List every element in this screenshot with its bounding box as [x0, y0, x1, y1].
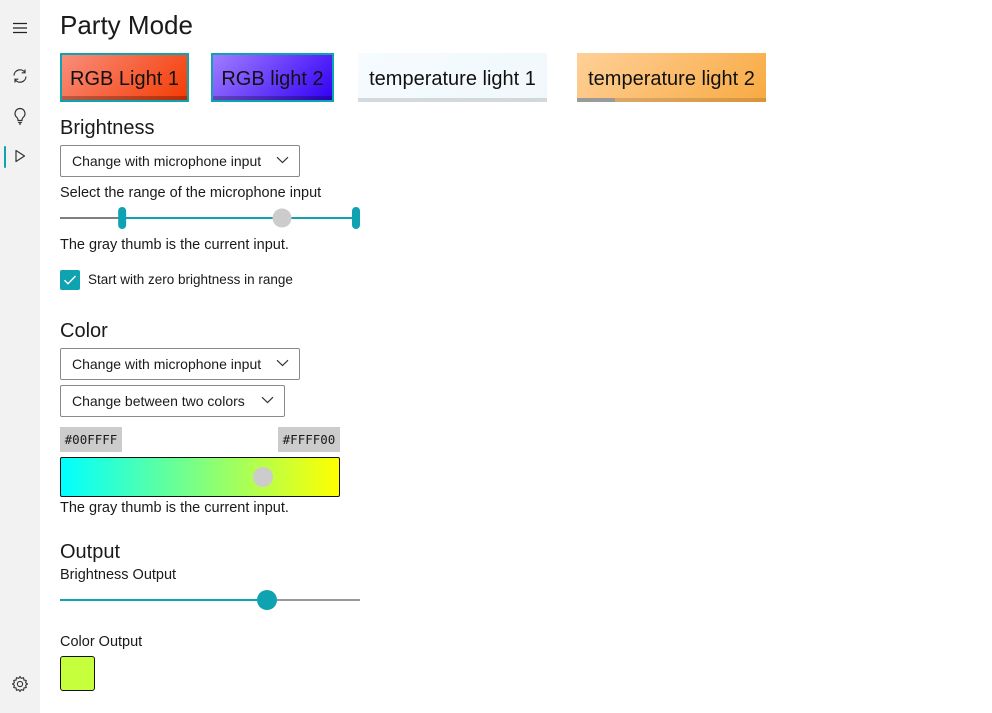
- navigation-rail: [0, 0, 40, 713]
- microphone-range-slider[interactable]: [56, 202, 366, 234]
- lightbulb-icon[interactable]: [10, 106, 30, 126]
- brightness-output-slider: [56, 586, 366, 614]
- light-level-fill: [62, 96, 187, 100]
- slider-thumb: [257, 590, 277, 610]
- light-level-fill: [577, 98, 615, 102]
- hamburger-menu-icon[interactable]: [10, 18, 30, 38]
- chevron-down-icon: [261, 396, 274, 404]
- zero-brightness-checkbox[interactable]: [60, 270, 80, 290]
- page-title: Party Mode: [60, 10, 193, 40]
- dropdown-value: Change with microphone input: [72, 356, 262, 372]
- light-level-track: [358, 98, 547, 102]
- light-label: temperature light 1: [369, 68, 536, 90]
- play-icon[interactable]: [10, 146, 30, 166]
- light-button-temperature-light-2[interactable]: [577, 53, 766, 102]
- selected-indicator: [4, 146, 6, 168]
- light-label: temperature light 2: [588, 68, 755, 90]
- output-heading: Output: [60, 541, 121, 563]
- range-low-thumb[interactable]: [118, 207, 126, 229]
- light-label: RGB Light 1: [70, 68, 179, 90]
- color-submode-dropdown[interactable]: [60, 385, 285, 417]
- brightness-mode-dropdown[interactable]: [60, 145, 300, 177]
- dropdown-value: Change between two colors: [72, 393, 245, 409]
- current-input-thumb: [253, 467, 273, 487]
- refresh-icon[interactable]: [10, 66, 30, 86]
- zero-brightness-label: Start with zero brightness in range: [88, 272, 293, 287]
- current-input-thumb: [273, 209, 292, 228]
- end-color-chip[interactable]: #FFFF00: [278, 427, 340, 452]
- light-label: RGB light 2: [221, 68, 324, 90]
- checkmark-icon: [63, 274, 77, 286]
- range-label: Select the range of the microphone input: [60, 185, 322, 201]
- light-button-rgb-light-2[interactable]: [211, 53, 334, 102]
- color-output-swatch: [60, 656, 95, 691]
- light-level-fill: [213, 96, 332, 100]
- color-mode-dropdown[interactable]: [60, 348, 300, 380]
- dropdown-value: Change with microphone input: [72, 153, 262, 169]
- gear-icon[interactable]: [10, 674, 30, 694]
- chevron-down-icon: [276, 359, 289, 367]
- light-button-rgb-light-1[interactable]: [60, 53, 189, 102]
- color-heading: Color: [60, 320, 108, 342]
- chevron-down-icon: [276, 156, 289, 164]
- brightness-heading: Brightness: [60, 117, 155, 139]
- start-color-chip[interactable]: #00FFFF: [60, 427, 122, 452]
- color-hint: The gray thumb is the current input.: [60, 500, 289, 516]
- brightness-hint: The gray thumb is the current input.: [60, 237, 289, 253]
- color-output-label: Color Output: [60, 634, 143, 650]
- brightness-output-label: Brightness Output: [60, 567, 177, 583]
- light-button-temperature-light-1[interactable]: [358, 53, 547, 102]
- color-gradient-bar[interactable]: [60, 457, 340, 497]
- range-high-thumb[interactable]: [352, 207, 360, 229]
